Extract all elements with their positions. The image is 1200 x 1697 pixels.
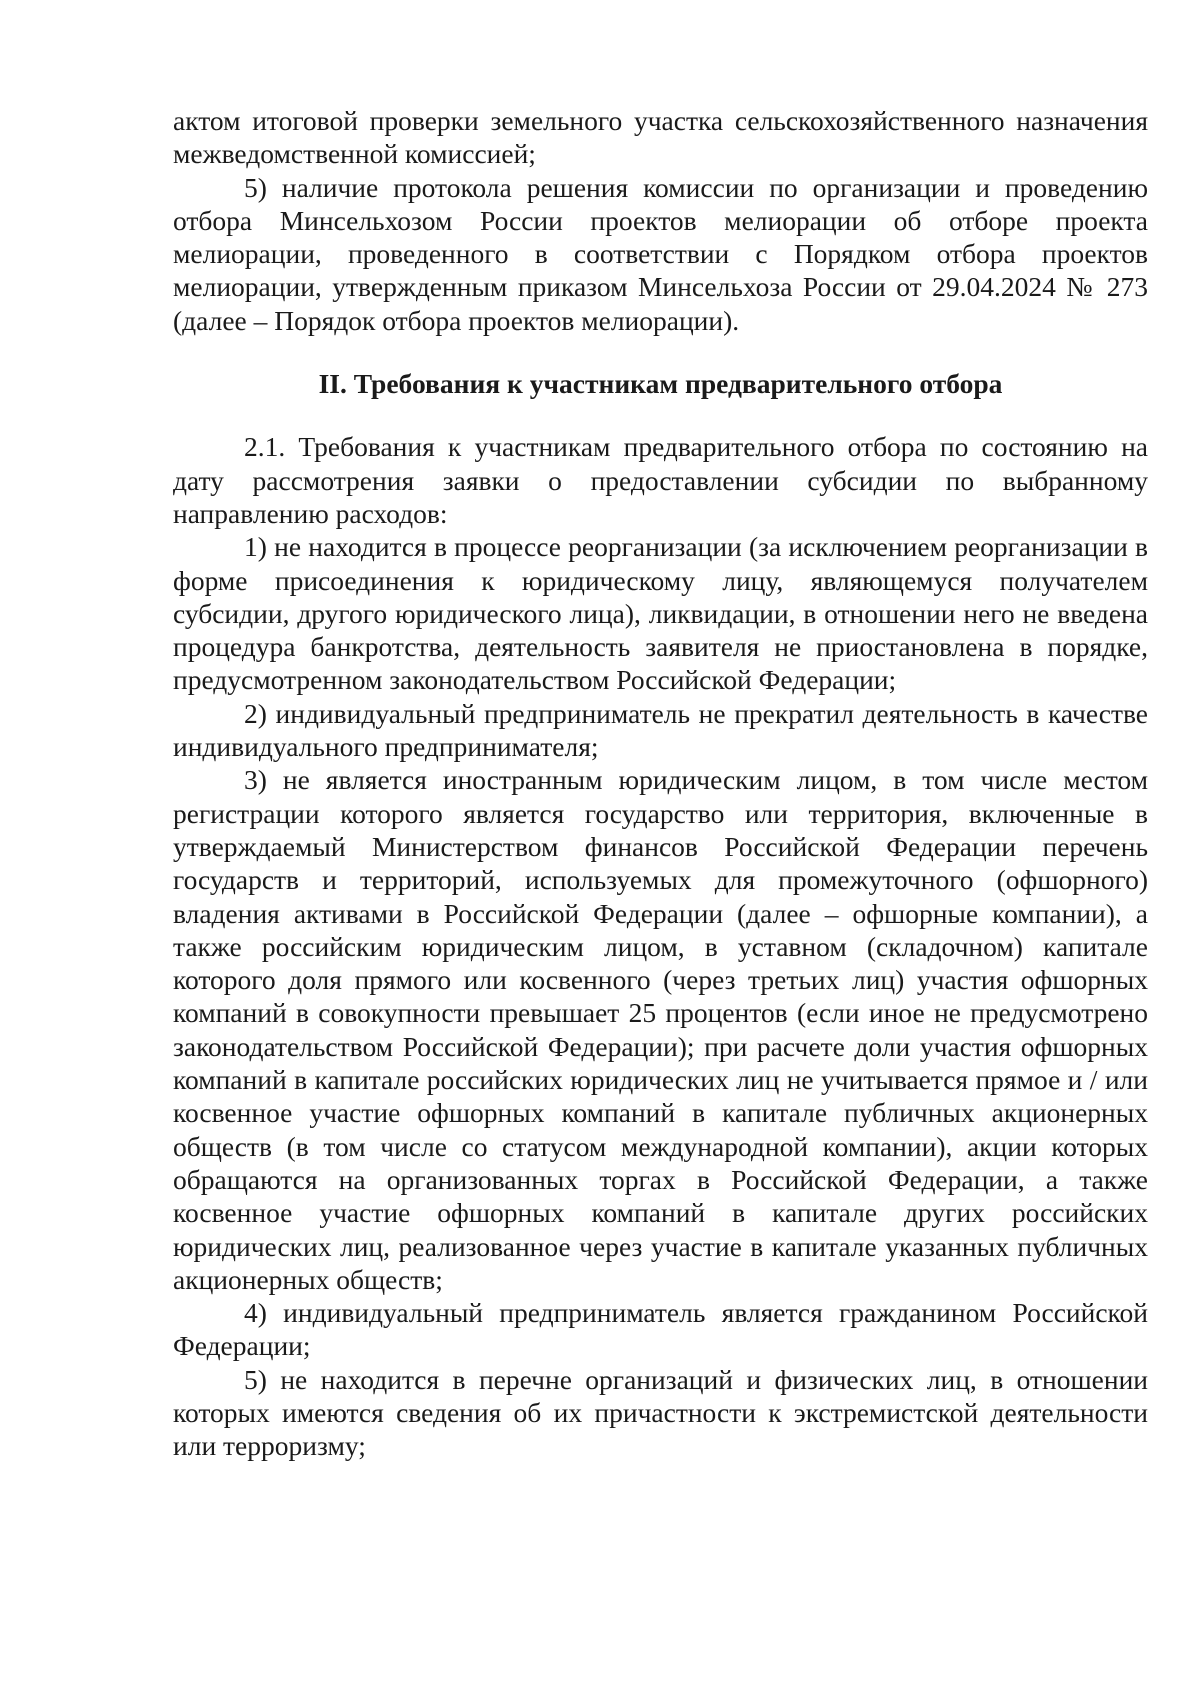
section-heading: II. Требования к участникам предварительного отбора [318,368,1003,400]
paragraph-top-2: 5) наличие протокола решения комиссии по организации и проведению отбора Минсельхозом России проектов мелиорации об отборе проекта мелиорации, проведенного в соответствии с Порядком отбора проектов мелиорации, утвержденным приказом Минсельхоза России от 29.04.2024 № 273 (далее – Порядок отбора проектов мелиорации). [173,171,1148,336]
paragraph-item-3: 3) не является иностранным юридическим лицом, в том числе местом регистрации которого является государство или территория, включенные в утверждаемый Министерством финансов Российской Федерации перечень государств и территорий, используемых для промежуточного (офшорного) владения активами в Российской Федерации (далее – офшорные компании), а также российским юридическим лицом, в уставном (складочном) капитале которого доля прямого или косвенного (через третьих лиц) участия офшорных компаний в совокупности превышает 25 процентов (если иное не предусмотрено законодательством Российской Федерации); при расчете доли участия офшорных компаний в капитале российских юридических лиц не учитывается прямое и / или косвенное участие офшорных компаний в капитале публичных акционерных обществ (в том числе со статусом международной компании), акции которых обращаются на организованных торгах в Российской Федерации, а также косвенное участие офшорных компаний в капитале других российских юридических лиц, реализованное через участие в капитале указанных публичных акционерных обществ; [173,764,1148,1295]
paragraph-top-1: актом итоговой проверки земельного участка сельскохозяйственного назначения межведомственной комиссией; [173,105,1148,170]
paragraph-item-1: 1) не находится в процессе реорганизации (за исключением реорганизации в форме присоединения к юридическому лицу, являющемуся получателем субсидии, другого юридического лица), ликвидации, в отношении него не введена процедура банкротства, деятельность заявителя не приостановлена в порядке, предусмотренном законодательством Российской Федерации; [173,531,1148,696]
paragraph-2-1: 2.1. Требования к участникам предварительного отбора по состоянию на дату рассмотрения заявки о предоставлении субсидии по выбранному направлению расходов: [173,431,1148,529]
paragraph-item-4: 4) индивидуальный предприниматель является гражданином Российской Федерации; [173,1297,1148,1362]
document-page [173,104,1148,1463]
paragraph-item-2: 2) индивидуальный предприниматель не прекратил деятельность в качестве индивидуального предпринимателя; [173,697,1148,763]
paragraph-item-5: 5) не находится в перечне организаций и физических лиц, в отношении которых имеются сведения об их причастности к экстремистской деятельности или терроризму; [173,1363,1148,1462]
